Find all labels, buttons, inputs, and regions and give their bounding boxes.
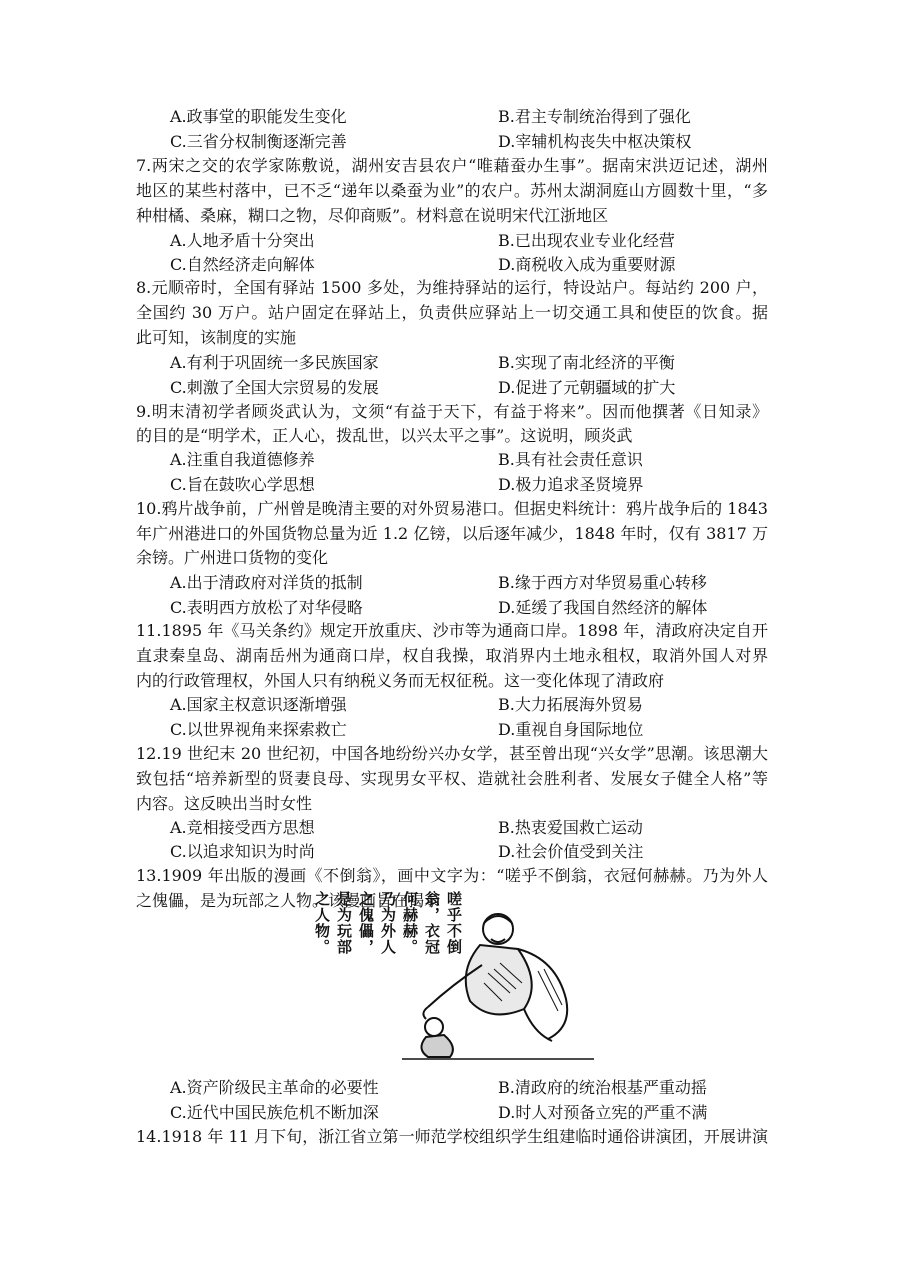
q13-option-d: D.时人对预备立宪的严重不满 [498, 1103, 708, 1122]
q11-option-d: D.重视自身国际地位 [498, 720, 644, 739]
cartoon-illustration [298, 891, 598, 1061]
cartoon-text-column: 嗟乎不倒 [445, 891, 463, 955]
q11-option-b: B.大力拓展海外贸易 [498, 695, 643, 714]
q11-stem-line-1: 11.1895 年《马关条约》规定开放重庆、沙市等为通商口岸。1898 年，清政府决定自开 [136, 621, 768, 640]
q10-option-d: D.延缓了我国自然经济的解体 [498, 598, 708, 617]
q13-option-b: B.清政府的统治根基严重动摇 [498, 1078, 707, 1097]
q10-option-c: C.表明西方放松了对华侵略 [170, 598, 363, 617]
q13-option-a: A.资产阶级民主革命的必要性 [170, 1078, 379, 1097]
q11-option-c: C.以世界视角来探索救亡 [170, 720, 347, 739]
q6-option-d: D.宰辅机构丧失中枢决策权 [498, 132, 692, 151]
q6-option-c: C.三省分权制衡逐渐完善 [170, 132, 347, 151]
q8-option-c: C.刺激了全国大宗贸易的发展 [170, 378, 379, 397]
q9-option-a: A.注重自我道德修养 [170, 450, 315, 469]
q11-stem-line-3: 内的行政管理权，外国人只有纳税义务而无权征税。这一变化体现了清政府 [136, 671, 665, 690]
cartoon-text-column: 乃为外人 [379, 891, 397, 955]
q12-stem-line-1: 12.19 世纪末 20 世纪初，中国各地纷纷兴办女学，甚至曾出现“兴女学”思潮。该思潮大 [136, 744, 768, 763]
q13-option-c: C.近代中国民族危机不断加深 [170, 1103, 379, 1122]
q8-option-a: A.有利于巩固统一多民族国家 [170, 353, 379, 372]
q10-stem-line-3: 余镑。广州进口货物的变化 [136, 548, 329, 567]
q7-option-a: A.人地矛盾十分突出 [170, 231, 315, 250]
q10-option-a: A.出于清政府对洋货的抵制 [170, 573, 363, 592]
q8-option-d: D.促进了元朝疆域的扩大 [498, 378, 676, 397]
q12-option-a: A.竞相接受西方思想 [170, 818, 315, 837]
q14-stem-line-1: 14.1918 年 11 月下旬，浙江省立第一师范学校组织学生组建临时通俗讲演团，开展讲演 [136, 1127, 768, 1146]
cartoon-text-column: 之人物。 [313, 891, 331, 955]
q10-option-b: B.缘于西方对华贸易重心转移 [498, 573, 707, 592]
q6-option-a: A.政事堂的职能发生变化 [170, 107, 347, 126]
q7-stem-line-2: 地区的某些村落中，已不乏“递年以桑蚕为业”的农户。苏州太湖洞庭山方圆数十里，“多 [136, 181, 768, 200]
cartoon-text-column: 是为玩部 [335, 891, 353, 955]
q7-option-b: B.已出现农业专业化经营 [498, 231, 675, 250]
q11-stem-line-2: 直隶秦皇岛、湖南岳州为通商口岸，权自我操，取消界内土地永租权，取消外国人对界 [136, 646, 768, 665]
q9-option-b: B.具有社会责任意识 [498, 450, 643, 469]
q7-stem-line-3: 种柑橘、桑麻，糊口之物，尽仰商贩”。材料意在说明宋代江浙地区 [136, 206, 609, 225]
q11-option-a: A.国家主权意识逐渐增强 [170, 695, 347, 714]
cartoon-figure-drawing [398, 901, 598, 1061]
q8-stem-line-1: 8.元顺帝时，全国有驿站 1500 多处，为维持驿站的运行，特设站户。每站约 200 户， [136, 278, 768, 297]
q12-stem-line-3: 内容。这反映出当时女性 [136, 794, 313, 813]
q12-option-b: B.热衷爱国救亡运动 [498, 818, 643, 837]
cartoon-text-column: 何赫赫。 [401, 891, 419, 955]
q8-option-b: B.实现了南北经济的平衡 [498, 353, 675, 372]
q9-stem-line-1: 9.明末清初学者顾炎武认为，文须“有益于天下，有益于将来”。因而他撰著《日知录》 [136, 402, 768, 421]
q10-stem-line-2: 年广州港进口的外国货物总量为近 1.2 亿镑，以后逐年减少，1848 年时，仅有 3817 万 [136, 524, 768, 543]
q8-stem-line-3: 此可知，该制度的实施 [136, 328, 297, 347]
q13-stem-line-1: 13.1909 年出版的漫画《不倒翁》，画中文字为：“嗟乎不倒翁，衣冠何赫赫。乃为外人 [136, 866, 768, 885]
cartoon-text-column: 翁，衣冠 [423, 891, 441, 955]
q10-stem-line-1: 10.鸦片战争前，广州曾是晚清主要的对外贸易港口。但据史料统计：鸦片战争后的 1843 [136, 499, 768, 518]
q13-stem-line-2: 之傀儡，是为玩部之人物。”该漫画旨在揭示 [136, 891, 441, 910]
q9-option-c: C.旨在鼓吹心学思想 [170, 475, 315, 494]
q8-stem-line-2: 全国约 30 万户。站户固定在驿站上，负责供应驿站上一切交通工具和使臣的饮食。据 [136, 303, 768, 322]
q9-stem-line-2: 的目的是“明学术，正人心，拨乱世，以兴太平之事”。这说明，顾炎武 [136, 426, 633, 445]
q7-option-c: C.自然经济走向解体 [170, 255, 315, 274]
q12-stem-line-2: 致包括“培养新型的贤妻良母、实现男女平权、造就社会胜利者、发展女子健全人格”等 [136, 769, 768, 788]
q7-stem-line-1: 7.两宋之交的农学家陈敷说，湖州安吉县农户“唯藉蚕办生事”。据南宋洪迈记述，湖州 [136, 156, 768, 175]
q6-option-b: B.君主专制统治得到了强化 [498, 107, 691, 126]
cartoon-text-column: 之傀儡， [357, 891, 375, 955]
q7-option-d: D.商税收入成为重要财源 [498, 255, 676, 274]
q9-option-d: D.极力追求圣贤境界 [498, 475, 644, 494]
q12-option-c: C.以追求知识为时尚 [170, 842, 315, 861]
q12-option-d: D.社会价值受到关注 [498, 842, 644, 861]
